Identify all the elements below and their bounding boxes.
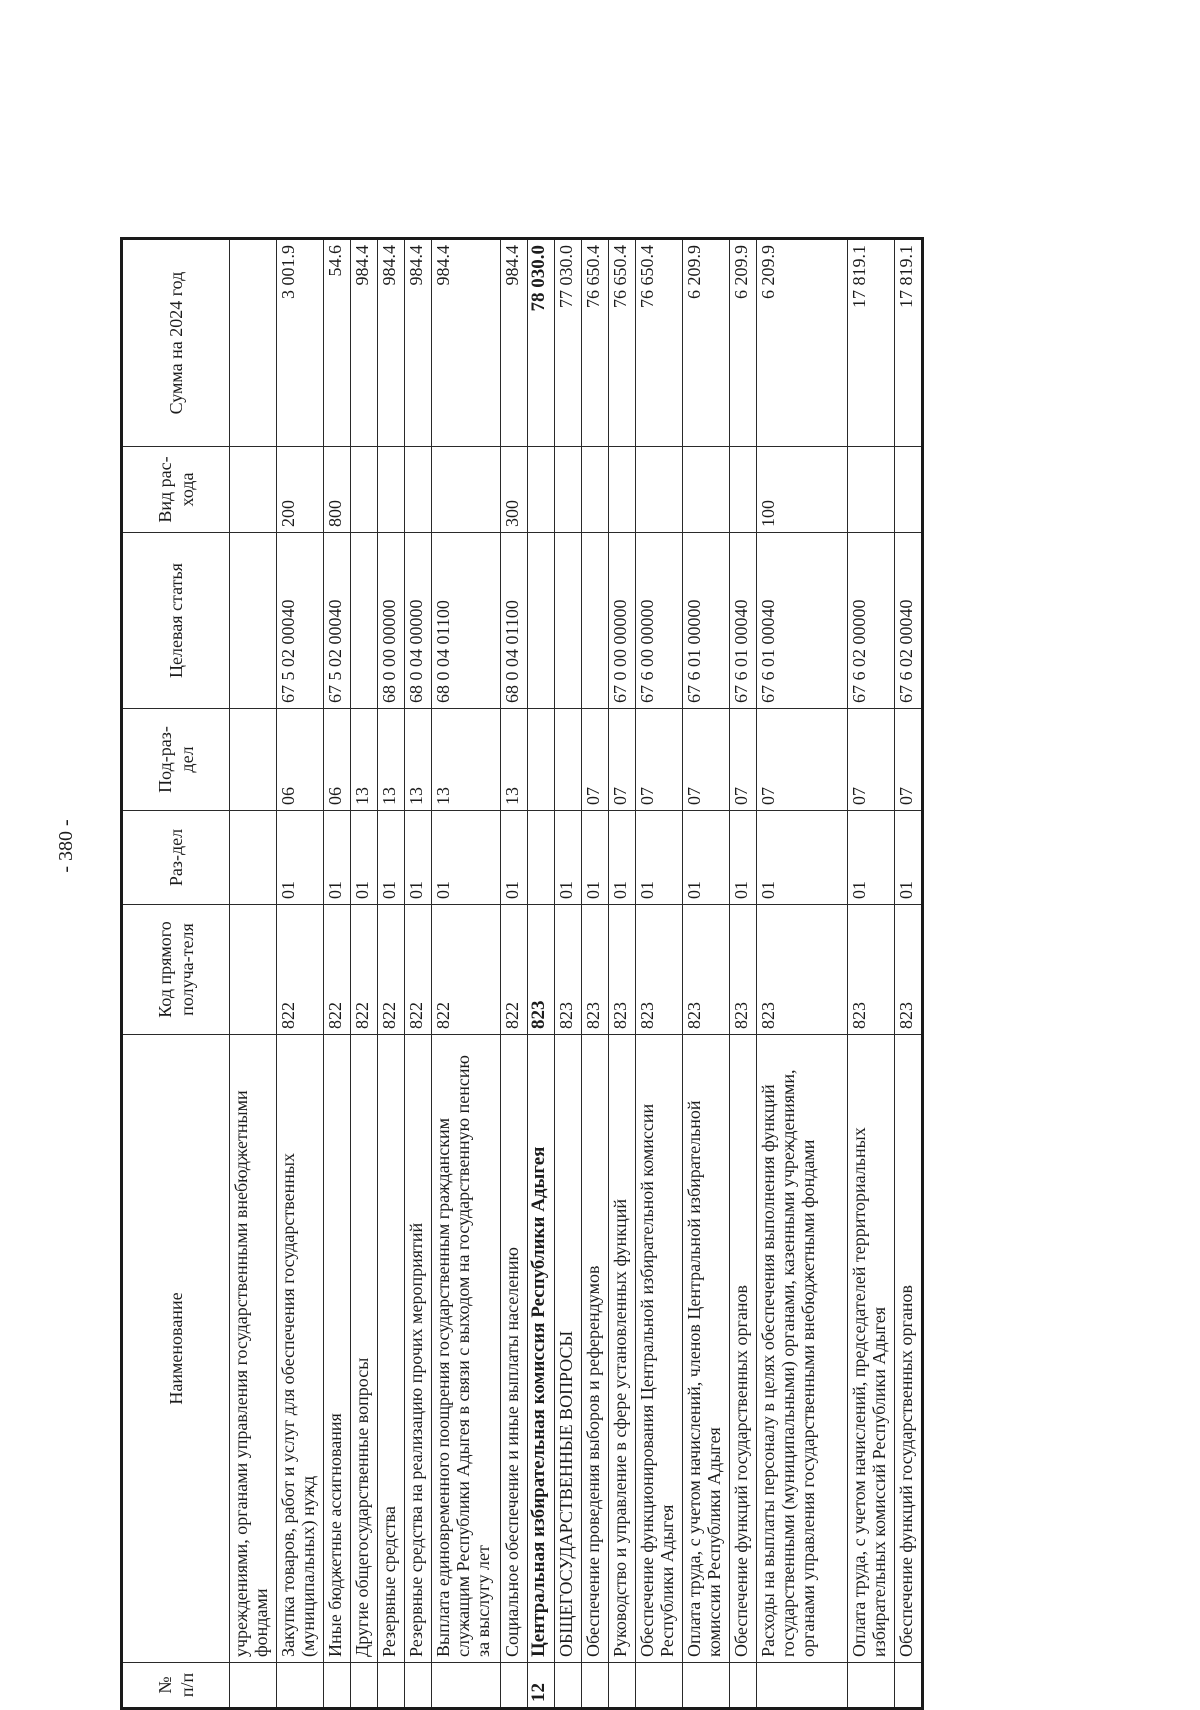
cell-razdel: 01 bbox=[757, 811, 848, 905]
cell-num bbox=[501, 1663, 528, 1709]
cell-code: 822 bbox=[501, 905, 528, 1035]
cell-sum: 17 819.1 bbox=[848, 239, 895, 447]
cell-num bbox=[609, 1663, 636, 1709]
cell-sum: 6 209.9 bbox=[730, 239, 757, 447]
cell-target bbox=[230, 533, 277, 709]
cell-num bbox=[432, 1663, 501, 1709]
cell-sum: 78 030.0 bbox=[528, 239, 555, 447]
cell-name: Резервные средства bbox=[378, 1035, 405, 1663]
cell-vid: 200 bbox=[277, 447, 324, 533]
cell-num bbox=[757, 1663, 848, 1709]
cell-vid bbox=[730, 447, 757, 533]
cell-podrazdel: 07 bbox=[757, 709, 848, 811]
cell-code: 822 bbox=[277, 905, 324, 1035]
cell-vid bbox=[528, 447, 555, 533]
cell-target: 67 6 01 00040 bbox=[730, 533, 757, 709]
cell-code: 822 bbox=[324, 905, 351, 1035]
cell-vid bbox=[378, 447, 405, 533]
cell-sum: 6 209.9 bbox=[683, 239, 730, 447]
cell-podrazdel: 13 bbox=[378, 709, 405, 811]
cell-num bbox=[730, 1663, 757, 1709]
cell-vid bbox=[683, 447, 730, 533]
cell-name: Оплата труда, с учетом начислений, членов Центральной избирательной комиссии Республики Адыгея bbox=[683, 1035, 730, 1663]
cell-num bbox=[636, 1663, 683, 1709]
cell-razdel: 01 bbox=[683, 811, 730, 905]
cell-target: 67 0 00 00000 bbox=[609, 533, 636, 709]
cell-podrazdel: 07 bbox=[895, 709, 923, 811]
cell-code: 822 bbox=[378, 905, 405, 1035]
cell-target: 68 0 00 00000 bbox=[378, 533, 405, 709]
cell-name: Закупка товаров, работ и услуг для обеспечения государственных (муниципальных) нужд bbox=[277, 1035, 324, 1663]
cell-sum: 76 650.4 bbox=[609, 239, 636, 447]
cell-razdel: 01 bbox=[432, 811, 501, 905]
cell-name: Обеспечение проведения выборов и референдумов bbox=[582, 1035, 609, 1663]
cell-num bbox=[277, 1663, 324, 1709]
budget-table-frame bbox=[120, 240, 1080, 1710]
cell-target: 67 6 01 00000 bbox=[683, 533, 730, 709]
table-row bbox=[683, 239, 730, 1709]
cell-name: ОБЩЕГОСУДАРСТВЕННЫЕ ВОПРОСЫ bbox=[555, 1035, 582, 1663]
cell-vid: 800 bbox=[324, 447, 351, 533]
cell-num bbox=[324, 1663, 351, 1709]
cell-razdel: 01 bbox=[501, 811, 528, 905]
table-header-row bbox=[122, 239, 230, 1709]
table-row bbox=[432, 239, 501, 1709]
cell-num bbox=[555, 1663, 582, 1709]
cell-target: 68 0 04 01100 bbox=[432, 533, 501, 709]
cell-num: 12 bbox=[528, 1663, 555, 1709]
cell-razdel: 01 bbox=[582, 811, 609, 905]
cell-num bbox=[848, 1663, 895, 1709]
cell-podrazdel: 07 bbox=[636, 709, 683, 811]
cell-razdel bbox=[528, 811, 555, 905]
cell-name: Обеспечение функций государственных органов bbox=[730, 1035, 757, 1663]
cell-target bbox=[555, 533, 582, 709]
cell-num bbox=[895, 1663, 923, 1709]
cell-podrazdel: 07 bbox=[609, 709, 636, 811]
cell-razdel: 01 bbox=[895, 811, 923, 905]
cell-code: 822 bbox=[405, 905, 432, 1035]
cell-podrazdel: 07 bbox=[848, 709, 895, 811]
header-razdel: Раз-дел bbox=[122, 811, 230, 905]
cell-name: Обеспечение функций государственных органов bbox=[895, 1035, 923, 1663]
cell-podrazdel bbox=[555, 709, 582, 811]
cell-sum: 77 030.0 bbox=[555, 239, 582, 447]
cell-target: 68 0 04 00000 bbox=[405, 533, 432, 709]
cell-code: 823 bbox=[895, 905, 923, 1035]
cell-razdel: 01 bbox=[636, 811, 683, 905]
cell-sum: 984.4 bbox=[405, 239, 432, 447]
header-target: Целевая статья bbox=[122, 533, 230, 709]
table-row bbox=[230, 239, 277, 1709]
header-vid: Вид рас-хода bbox=[122, 447, 230, 533]
table-row bbox=[582, 239, 609, 1709]
cell-num bbox=[378, 1663, 405, 1709]
cell-code: 823 bbox=[582, 905, 609, 1035]
table-row bbox=[848, 239, 895, 1709]
cell-razdel: 01 bbox=[848, 811, 895, 905]
cell-sum: 54.6 bbox=[324, 239, 351, 447]
budget-table bbox=[120, 237, 924, 1710]
header-podrazdel: Под-раз-дел bbox=[122, 709, 230, 811]
cell-code: 823 bbox=[848, 905, 895, 1035]
cell-podrazdel bbox=[230, 709, 277, 811]
cell-target bbox=[582, 533, 609, 709]
cell-num bbox=[582, 1663, 609, 1709]
cell-podrazdel: 07 bbox=[730, 709, 757, 811]
header-name: Наименование bbox=[122, 1035, 230, 1663]
cell-code: 823 bbox=[555, 905, 582, 1035]
cell-vid bbox=[848, 447, 895, 533]
cell-code: 822 bbox=[432, 905, 501, 1035]
cell-code: 823 bbox=[636, 905, 683, 1035]
cell-vid bbox=[351, 447, 378, 533]
cell-target: 67 6 02 00000 bbox=[848, 533, 895, 709]
header-code: Код прямого получа-теля bbox=[122, 905, 230, 1035]
cell-podrazdel: 13 bbox=[432, 709, 501, 811]
table-body bbox=[230, 239, 923, 1709]
table-row bbox=[351, 239, 378, 1709]
cell-name: Иные бюджетные ассигнования bbox=[324, 1035, 351, 1663]
cell-vid bbox=[432, 447, 501, 533]
cell-razdel: 01 bbox=[555, 811, 582, 905]
cell-sum: 76 650.4 bbox=[582, 239, 609, 447]
cell-target: 67 6 00 00000 bbox=[636, 533, 683, 709]
cell-name: Социальное обеспечение и иные выплаты населению bbox=[501, 1035, 528, 1663]
cell-podrazdel: 13 bbox=[351, 709, 378, 811]
cell-target: 68 0 04 01100 bbox=[501, 533, 528, 709]
cell-name: учреждениями, органами управления государственными внебюджетными фондами bbox=[230, 1035, 277, 1663]
cell-num bbox=[351, 1663, 378, 1709]
cell-name: Другие общегосударственные вопросы bbox=[351, 1035, 378, 1663]
table-row bbox=[757, 239, 848, 1709]
cell-razdel: 01 bbox=[609, 811, 636, 905]
cell-razdel bbox=[230, 811, 277, 905]
cell-num bbox=[230, 1663, 277, 1709]
cell-vid: 300 bbox=[501, 447, 528, 533]
cell-podrazdel: 06 bbox=[324, 709, 351, 811]
cell-code bbox=[230, 905, 277, 1035]
cell-vid: 100 bbox=[757, 447, 848, 533]
cell-sum: 984.4 bbox=[378, 239, 405, 447]
cell-name: Расходы на выплаты персоналу в целях обеспечения выполнения функций государственными (муниципальными) органами, казенными учреждениями, органами управления государственными внебюджетными фондами bbox=[757, 1035, 848, 1663]
cell-name: Оплата труда, с учетом начислений, председателей территориальных избирательных комиссий Республики Адыгея bbox=[848, 1035, 895, 1663]
cell-sum: 984.4 bbox=[432, 239, 501, 447]
cell-vid bbox=[405, 447, 432, 533]
cell-sum: 984.4 bbox=[351, 239, 378, 447]
table-row bbox=[609, 239, 636, 1709]
cell-razdel: 01 bbox=[324, 811, 351, 905]
cell-name: Руководство и управление в сфере установленных функций bbox=[609, 1035, 636, 1663]
cell-target: 67 5 02 00040 bbox=[324, 533, 351, 709]
table-row bbox=[730, 239, 757, 1709]
cell-podrazdel: 07 bbox=[582, 709, 609, 811]
cell-sum bbox=[230, 239, 277, 447]
cell-sum: 17 819.1 bbox=[895, 239, 923, 447]
cell-podrazdel: 07 bbox=[683, 709, 730, 811]
cell-razdel: 01 bbox=[351, 811, 378, 905]
cell-target: 67 6 02 00040 bbox=[895, 533, 923, 709]
cell-target bbox=[528, 533, 555, 709]
cell-num bbox=[683, 1663, 730, 1709]
cell-vid bbox=[609, 447, 636, 533]
table-row bbox=[378, 239, 405, 1709]
cell-target: 67 5 02 00040 bbox=[277, 533, 324, 709]
cell-code: 822 bbox=[351, 905, 378, 1035]
header-sum: Сумма на 2024 год bbox=[122, 239, 230, 447]
table-row bbox=[501, 239, 528, 1709]
table-row bbox=[324, 239, 351, 1709]
cell-razdel: 01 bbox=[277, 811, 324, 905]
cell-sum: 6 209.9 bbox=[757, 239, 848, 447]
cell-sum: 76 650.4 bbox=[636, 239, 683, 447]
cell-vid bbox=[555, 447, 582, 533]
cell-razdel: 01 bbox=[405, 811, 432, 905]
cell-target bbox=[351, 533, 378, 709]
cell-podrazdel: 06 bbox=[277, 709, 324, 811]
cell-name: Выплата единовременного поощрения государственным гражданским служащим Республики Адыгея в связи с выходом на государственную пенсию за выслугу лет bbox=[432, 1035, 501, 1663]
cell-name: Обеспечение функционирования Центральной избирательной комиссии Республики Адыгея bbox=[636, 1035, 683, 1663]
table-row bbox=[895, 239, 923, 1709]
cell-vid bbox=[636, 447, 683, 533]
cell-vid bbox=[895, 447, 923, 533]
cell-razdel: 01 bbox=[730, 811, 757, 905]
cell-podrazdel: 13 bbox=[501, 709, 528, 811]
page-number: - 380 - bbox=[55, 819, 77, 873]
cell-target: 67 6 01 00040 bbox=[757, 533, 848, 709]
cell-code: 823 bbox=[528, 905, 555, 1035]
cell-code: 823 bbox=[757, 905, 848, 1035]
cell-podrazdel: 13 bbox=[405, 709, 432, 811]
cell-sum: 984.4 bbox=[501, 239, 528, 447]
table-row bbox=[555, 239, 582, 1709]
header-num: № п/п bbox=[122, 1663, 230, 1709]
table-row bbox=[528, 239, 555, 1709]
table-row bbox=[277, 239, 324, 1709]
cell-code: 823 bbox=[683, 905, 730, 1035]
cell-code: 823 bbox=[730, 905, 757, 1035]
cell-code: 823 bbox=[609, 905, 636, 1035]
cell-razdel: 01 bbox=[378, 811, 405, 905]
cell-sum: 3 001.9 bbox=[277, 239, 324, 447]
table-row bbox=[405, 239, 432, 1709]
cell-name: Центральная избирательная комиссия Республики Адыгея bbox=[528, 1035, 555, 1663]
cell-name: Резервные средства на реализацию прочих мероприятий bbox=[405, 1035, 432, 1663]
cell-podrazdel bbox=[528, 709, 555, 811]
cell-vid bbox=[230, 447, 277, 533]
table-row bbox=[636, 239, 683, 1709]
cell-num bbox=[405, 1663, 432, 1709]
cell-vid bbox=[582, 447, 609, 533]
